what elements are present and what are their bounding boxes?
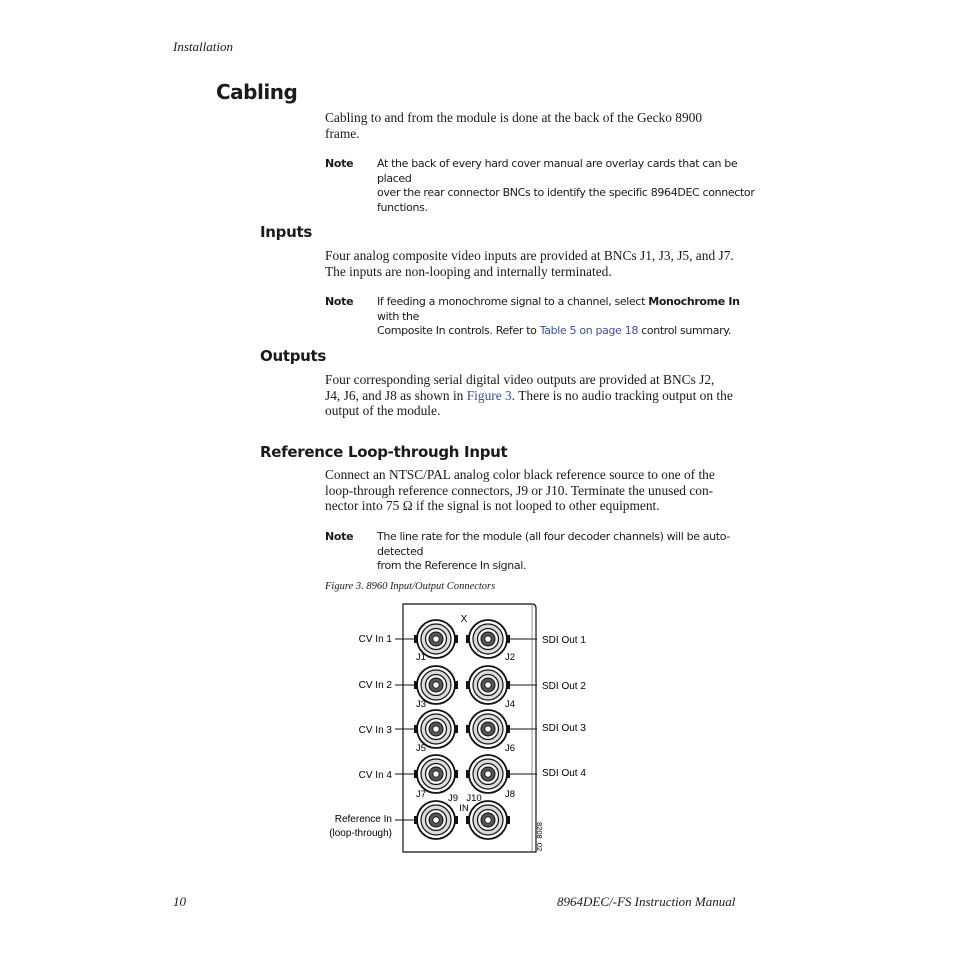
label-loop-through: (loop-through): [329, 828, 392, 839]
jack-label-j3: J3: [415, 699, 427, 710]
section-title-reference: Reference Loop-through Input: [260, 443, 508, 461]
inputs-note-text-b: with the: [377, 309, 420, 323]
panel-top-mark: X: [460, 614, 468, 625]
label-cv-in-3: CV In 3: [358, 725, 392, 736]
inputs-note-text-c: Composite In controls. Refer to: [377, 324, 540, 338]
monochrome-in-control: Monochrome In: [648, 295, 740, 308]
jack-label-j5: J5: [415, 743, 427, 754]
cabling-line-2: frame.: [325, 125, 360, 141]
label-sdi-out-2: SDI Out 2: [542, 681, 586, 692]
cabling-note-line-2: over the rear connector BNCs to identify the specific 8964DEC connector: [377, 186, 755, 200]
cabling-note-label: Note: [325, 157, 354, 170]
reference-note-label: Note: [325, 530, 354, 543]
cabling-paragraph: [325, 110, 765, 141]
figure-caption: Figure 3. 8960 Input/Output Connectors: [325, 581, 496, 592]
page-number: 10: [173, 894, 186, 909]
table-5-link[interactable]: Table 5 on page 18: [539, 324, 638, 338]
label-sdi-out-1: SDI Out 1: [542, 635, 586, 646]
label-cv-in-1: CV In 1: [358, 634, 392, 645]
cabling-note: [377, 157, 757, 215]
outputs-paragraph: [325, 372, 765, 419]
jack-label-j10: J10: [466, 793, 482, 804]
cabling-note-line-1: At the back of every hard cover manual are overlay cards that can be placed: [377, 157, 738, 185]
drawing-number: 8208_02: [535, 822, 544, 852]
label-reference-in: Reference In: [334, 814, 392, 825]
jack-label-j7: J7: [415, 789, 427, 800]
manual-title: 8964DEC/-FS Instruction Manual: [557, 894, 736, 909]
in-label: IN: [459, 803, 469, 814]
jack-label-j4: J4: [504, 699, 516, 710]
label-cv-in-4: CV In 4: [358, 770, 392, 781]
label-cv-in-2: CV In 2: [358, 680, 392, 691]
jack-label-j8: J8: [504, 789, 516, 800]
outputs-line-3: output of the module.: [325, 403, 441, 419]
running-header: Installation: [173, 39, 233, 54]
inputs-paragraph: [325, 248, 765, 279]
inputs-line-1: Four analog composite video inputs are provided at BNCs J1, J3, J5, and J7.: [325, 248, 734, 263]
jack-label-j2: J2: [504, 652, 516, 663]
jack-label-j6: J6: [504, 743, 516, 754]
connector-diagram: [320, 598, 600, 858]
reference-note-line-1: The line rate for the module (all four decoder channels) will be auto-detected: [377, 530, 730, 558]
inputs-note: [377, 295, 757, 339]
outputs-line-1: Four corresponding serial digital video outputs are provided at BNCs J2,: [325, 372, 715, 387]
reference-paragraph: [325, 467, 765, 514]
section-title-cabling: Cabling: [216, 80, 298, 104]
jack-label-j9: J9: [447, 793, 459, 804]
cabling-note-line-3: functions.: [377, 200, 428, 214]
outputs-line-2a: J4, J6, and J8 as shown in: [325, 387, 467, 403]
inputs-note-label: Note: [325, 295, 354, 308]
cabling-line-1: Cabling to and from the module is done at the back of the Gecko 8900: [325, 110, 703, 125]
reference-note-line-2: from the Reference In signal.: [377, 559, 527, 573]
section-title-outputs: Outputs: [260, 347, 327, 365]
reference-line-3: nector into 75 Ω if the signal is not looped to other equipment.: [325, 498, 660, 514]
inputs-note-text-a: If feeding a monochrome signal to a channel, select: [377, 295, 649, 308]
label-sdi-out-4: SDI Out 4: [542, 768, 586, 779]
reference-note: [377, 530, 757, 574]
outputs-line-2b: . There is no audio tracking output on the: [511, 387, 733, 403]
label-sdi-out-3: SDI Out 3: [542, 723, 586, 734]
inputs-line-2: The inputs are non-looping and internally terminated.: [325, 263, 612, 279]
inputs-note-text-d: control summary.: [638, 324, 732, 338]
section-title-inputs: Inputs: [260, 223, 312, 241]
reference-line-1: Connect an NTSC/PAL analog color black reference source to one of the: [325, 467, 715, 482]
figure-3-link[interactable]: Figure 3: [466, 387, 512, 403]
reference-line-2: loop-through reference connectors, J9 or J10. Terminate the unused con-: [325, 482, 714, 498]
jack-label-j1: J1: [415, 652, 427, 663]
